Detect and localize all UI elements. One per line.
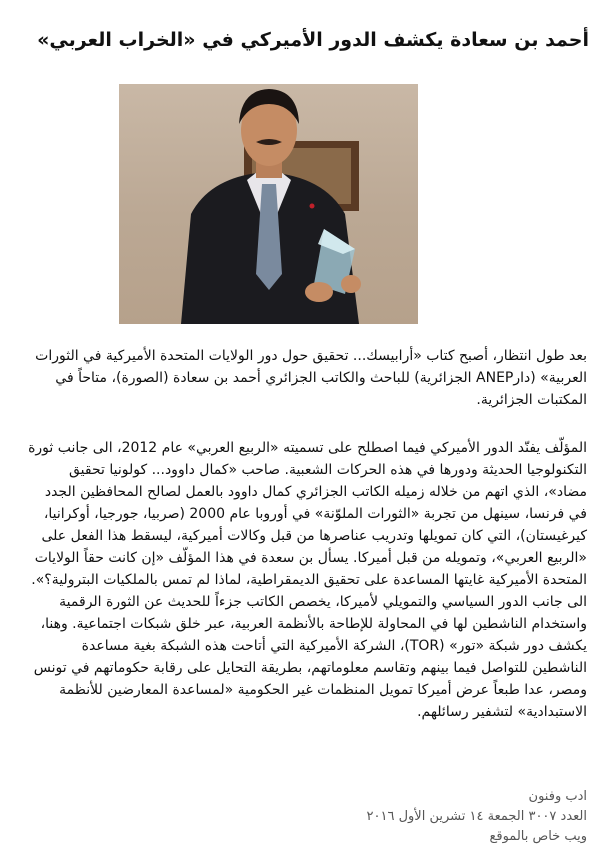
author-photo: [119, 84, 418, 324]
web-exclusive-label: ويب خاص بالموقع: [489, 829, 587, 844]
article-intro: بعد طول انتظار، أصبح كتاب «أرابيسك... تحقيق حول دور الولايات المتحدة الأميركية في الثورات العربية» (دارANEP الجزائرية) للباحث والكاتب الجزائري أحمد بن سعادة (الصورة)، متاحاً في المكتبات الجزائرية.: [35, 348, 587, 408]
article-body: المؤلّف يفنّد الدور الأميركي فيما اصطلح على تسميته «الربيع العربي» عام 2012، الى جانب ثورة التكنولوجيا الحديثة ودورها في هذه الحركات الشعبية. صاحب «كمال داوود... كولونيا تحقيق مضاد»، الذي اتهم من خلاله زميله الكاتب الجزائري كمال داوود بالعمل لصالح المحافظين الجدد في فرنسا، سينهل من تجربة «الثورات الملوّنة» في أوروبا عام 2000 (صربيا، جورجيا، أوكرانيا، كيرغيستان)، التي كان تمويلها وتدريب عناصرها من قبل وكالات أميركية، ليسقط هذا الفعل على «الربيع العربي»، وتمويله من قبل أميركا. يسأل بن سعدة في هذا المؤلّف «إن كانت حقاً الولايات المتحدة الأميركية غايتها المساعدة على تحقيق الديمقراطية، لماذا لم تمس بالملكيات البترولية؟». الى جانب الدور السياسي والتمويلي لأميركا، يخصص الكاتب جزءاً للحديث عن الثورة الرقمية واستخدام الناشطين لها في المحاولة للإطاحة بالأنظمة العربية، عبر خلق شبكات اجتماعية. وهنا، يكشف دور شبكة «تور» (TOR)، الشركة الأميركية التي أتاحت هذه الشبكة بغية مساعدة الناشطين للتواصل فيما بينهم وتقاسم معلوماتهم، بطريقة التحايل على رقابة حكوماتهم في تونس ومصر، عدا طبعاً عرض أميركا تمويل المنظمات غير الحكومية «لمساعدة المعارضين للأنظمة الاستبدادية» لتشفير رسائلهم.: [28, 440, 587, 720]
section-label: ادب وفنون: [528, 789, 587, 804]
article-headline: أحمد بن سعادة يكشف الدور الأميركي في «الخراب العربي»: [37, 29, 589, 51]
issue-info: العدد ٣٠٠٧ الجمعة ١٤ تشرين الأول ٢٠١٦: [366, 809, 587, 824]
